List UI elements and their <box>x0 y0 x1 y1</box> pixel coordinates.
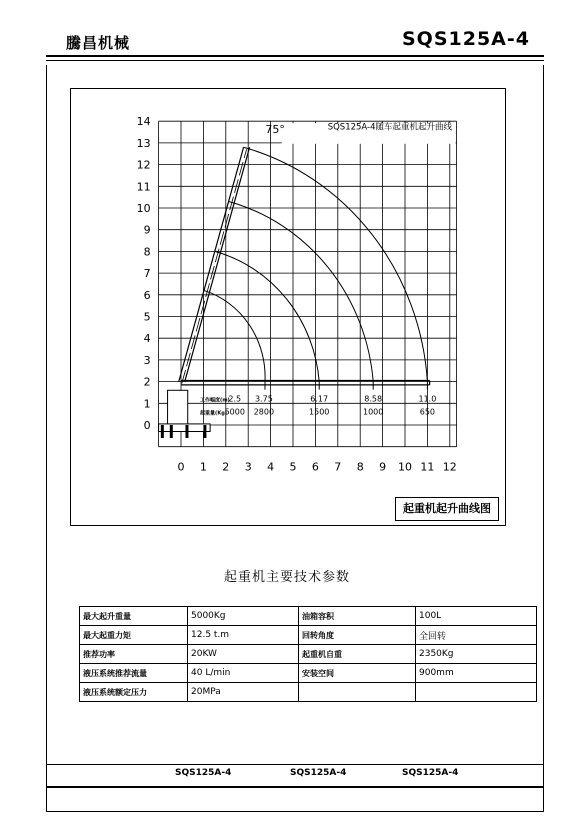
radius-value: 3.75 <box>254 394 273 404</box>
x-tick-label: 10 <box>398 460 412 474</box>
brand-name: 騰昌机械 <box>66 34 131 52</box>
chart-title: SQS125A-4随车起重机起升曲线 <box>327 122 453 133</box>
x-tick-label: 0 <box>177 460 185 474</box>
outrigger-leg <box>170 425 173 438</box>
y-tick-label: 7 <box>143 267 151 281</box>
crane-column <box>168 390 188 425</box>
load-row-label: 起重量(Kg) <box>200 410 228 417</box>
y-tick-label: 6 <box>143 288 151 302</box>
x-tick-label: 4 <box>267 460 275 474</box>
footer-rule-top <box>46 764 544 765</box>
y-tick-label: 11 <box>136 180 151 194</box>
y-tick-label: 4 <box>143 332 151 346</box>
lifting-curve <box>244 147 428 381</box>
spec-label: 液压系统推荐流量 <box>80 664 188 683</box>
radius-value: 8.58 <box>364 394 383 404</box>
boom-outline-left <box>179 147 244 381</box>
x-tick-label: 9 <box>379 460 387 474</box>
crane-base <box>159 424 211 432</box>
spec-table <box>79 606 537 702</box>
lifting-curve <box>229 201 374 381</box>
y-tick-label: 9 <box>143 223 151 237</box>
spec-value: 2350Kg <box>416 645 537 664</box>
spec-label: 液压系统额定压力 <box>80 683 188 702</box>
spec-value <box>416 683 537 702</box>
load-value: 1000 <box>363 407 384 417</box>
spec-label: 油箱容积 <box>299 607 416 626</box>
radius-row-label: 工作幅度(m) <box>200 397 230 404</box>
load-value: 650 <box>419 407 436 417</box>
boom-outline-right <box>185 147 250 381</box>
model-number: SQS125A-4 <box>402 28 530 50</box>
spec-label: 最大起重力矩 <box>80 626 188 645</box>
spec-row <box>80 683 537 702</box>
spec-row <box>80 607 537 626</box>
y-tick-label: 8 <box>143 245 151 259</box>
x-tick-label: 6 <box>311 460 319 474</box>
footer-rule-bottom <box>46 786 544 788</box>
spec-value: 40 L/min <box>188 664 299 683</box>
x-tick-label: 7 <box>334 460 342 474</box>
boom-centerline <box>182 149 247 383</box>
angle-label: 75° <box>265 122 285 136</box>
radius-value: 6.17 <box>310 394 329 404</box>
radius-value: 2.5 <box>228 394 242 404</box>
spec-value: 900mm <box>416 664 537 683</box>
x-tick-label: 8 <box>356 460 364 474</box>
lifting-curve <box>204 290 265 381</box>
spec-row <box>80 626 537 645</box>
y-tick-label: 0 <box>143 419 151 432</box>
chart-caption: 起重机起升曲线图 <box>395 497 499 521</box>
spec-value: 全回转 <box>416 626 537 645</box>
spec-value: 20MPa <box>188 683 299 702</box>
x-tick-label: 12 <box>442 460 457 474</box>
y-tick-label: 12 <box>136 158 151 172</box>
spec-title: 起重机主要技术参数 <box>223 570 350 585</box>
spec-row <box>80 664 537 683</box>
spec-value: 20KW <box>188 645 299 664</box>
x-tick-label: 11 <box>420 460 435 474</box>
load-value: 5000 <box>224 407 245 417</box>
spec-label: 安装空间 <box>299 664 416 683</box>
outrigger-leg <box>185 425 188 438</box>
y-tick-label: 1 <box>143 397 151 411</box>
spec-row <box>80 645 537 664</box>
spec-label: 起重机自重 <box>299 645 416 664</box>
load-value: 1500 <box>309 407 330 417</box>
radius-value: 11.0 <box>418 394 437 404</box>
x-tick-label: 3 <box>244 460 252 474</box>
outrigger-leg <box>203 425 206 438</box>
x-tick-label: 5 <box>289 460 297 474</box>
outrigger-leg <box>161 425 164 438</box>
spec-label: 回转角度 <box>299 626 416 645</box>
spec-label: 最大起升重量 <box>80 607 188 626</box>
y-tick-label: 10 <box>136 202 151 215</box>
spec-value: 5000Kg <box>188 607 299 626</box>
footer-model-1: SQS125A-4 <box>175 768 232 778</box>
y-tick-label: 5 <box>143 310 151 324</box>
x-tick-label: 1 <box>199 460 207 474</box>
footer-model-2: SQS125A-4 <box>290 768 347 778</box>
y-tick-label: 2 <box>143 375 151 389</box>
footer-model-3: SQS125A-4 <box>402 768 459 778</box>
spec-label <box>299 683 416 702</box>
y-tick-label: 13 <box>136 136 151 150</box>
y-tick-label: 3 <box>143 353 151 367</box>
spec-value: 12.5 t.m <box>188 626 299 645</box>
boom-layer <box>159 147 430 438</box>
spec-label: 推荐功率 <box>80 645 188 664</box>
spec-value: 100L <box>416 607 537 626</box>
x-tick-label: 2 <box>222 460 230 474</box>
y-tick-label: 14 <box>136 115 151 129</box>
load-value: 2800 <box>253 407 275 417</box>
